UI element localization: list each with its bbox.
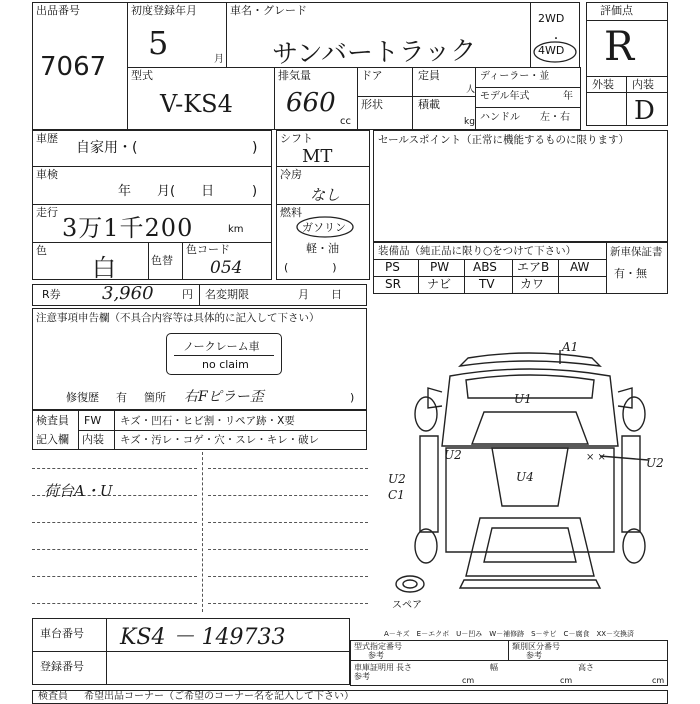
- interior-items: キズ・汚レ・コゲ・穴・スレ・キレ・破レ: [120, 434, 320, 446]
- usage-close: ): [252, 140, 258, 156]
- no-claim-line1: ノークレーム車: [183, 340, 260, 353]
- equip-leather: カワ: [520, 277, 545, 291]
- registration-label: 登録番号: [40, 660, 84, 673]
- fuel-gas: ガソリン: [302, 221, 346, 234]
- capacity-unit: 人: [466, 85, 476, 95]
- equip-abs: ABS: [473, 260, 497, 274]
- grade-value: R: [604, 24, 635, 70]
- shift-label: シフト: [280, 132, 313, 145]
- door-label: ドア: [361, 69, 383, 82]
- chassis-value: KS4 － 149733: [120, 625, 286, 650]
- bottom-note: 希望出品コーナー（ご希望のコーナー名を記入して下さい）: [84, 691, 354, 702]
- fuel-label: 燃料: [280, 206, 302, 219]
- color-code-label: 色コード: [186, 243, 230, 256]
- spare-label: スペア: [392, 600, 422, 611]
- repair-label: 修復歴: [66, 391, 99, 404]
- inspection-close: ): [252, 184, 258, 199]
- capacity-label: 定員: [418, 69, 440, 82]
- color-code-value: 054: [210, 258, 243, 278]
- first-reg-label: 初度登録年月: [131, 4, 197, 17]
- mark-u2-right: U2: [646, 456, 664, 470]
- model-year-label: モデル年式: [480, 91, 530, 102]
- fw-items: キズ・凹石・ヒビ割・リペア跡・X要: [120, 415, 295, 427]
- fuel-paren: ( ): [284, 261, 337, 274]
- repair-value: 有: [116, 391, 127, 404]
- sales-point-box: [373, 130, 668, 242]
- fuel-diesel: 軽・油: [306, 242, 339, 255]
- inspection-label: 車検: [36, 168, 58, 181]
- usage-value: 自家用・(: [76, 140, 138, 156]
- mark-u4: U4: [516, 470, 534, 484]
- cert-label: 車庫証明用参考: [354, 663, 394, 681]
- model-year-unit: 年: [563, 91, 573, 102]
- load-label: 積載: [418, 98, 440, 111]
- displacement-value: 660: [286, 88, 336, 118]
- interior-grade-value: D: [634, 96, 655, 126]
- mileage-label: 走行: [36, 206, 58, 219]
- lot-label: 出品番号: [36, 4, 80, 17]
- warranty-value: 有・無: [614, 267, 647, 280]
- handle-label: ハンドル: [480, 112, 520, 123]
- fw-label: FW: [84, 414, 102, 427]
- height-label: 高さ: [578, 663, 594, 672]
- equipment-label: 装備品（純正品に限り○をつけて下さい）: [378, 245, 577, 257]
- mark-u2-left: U2: [444, 448, 462, 462]
- shift-value: MT: [302, 146, 333, 167]
- color-label: 色: [36, 244, 47, 257]
- no-claim-line2: no claim: [202, 358, 249, 371]
- load-unit: kg: [464, 117, 475, 127]
- displacement-unit: cc: [340, 116, 351, 127]
- type-label: 型式: [131, 69, 153, 82]
- notes-label: 注意事項申告欄（不具合内容等は具体的に記入して下さい）: [36, 312, 320, 324]
- name-change-value: 月 日: [298, 288, 342, 301]
- type-designation-label: 型式指定番号: [354, 642, 402, 651]
- displacement-label: 排気量: [278, 69, 311, 82]
- inspector-label: 検査員: [36, 414, 69, 427]
- repair-part-value: 右Fピラー歪: [184, 389, 264, 405]
- equip-navi: ナビ: [427, 277, 452, 291]
- recycle-value: 3,960: [102, 283, 154, 304]
- recycle-unit: 円: [182, 288, 193, 301]
- model-value: サンバートラック: [271, 36, 477, 70]
- grade-label: 評価点: [600, 4, 633, 17]
- equip-sr: SR: [385, 277, 401, 291]
- interior-row-label: 内装: [82, 433, 104, 446]
- repair-part-label: 箇所: [144, 391, 166, 404]
- mark-a1: A1: [562, 340, 579, 354]
- color-value: 白: [92, 254, 116, 282]
- recycle-label: R券: [42, 288, 61, 301]
- model-label: 車名・グレード: [230, 4, 307, 17]
- height-cm: cm: [652, 676, 665, 685]
- equip-aw: AW: [570, 260, 590, 274]
- first-reg-unit: 月: [214, 54, 224, 65]
- chassis-label: 車台番号: [40, 627, 84, 640]
- mileage-unit: km: [228, 224, 244, 235]
- equip-pw: PW: [430, 260, 450, 274]
- repair-paren: ): [350, 391, 355, 404]
- drive-2wd: 2WD: [538, 12, 565, 25]
- entry-label: 記入欄: [36, 433, 69, 446]
- interior-label: 内装: [632, 78, 654, 91]
- mark-u1: U1: [514, 392, 532, 406]
- width-label: 幅: [490, 663, 498, 672]
- mark-c1: C1: [388, 488, 405, 502]
- inspector-corner: 検査員: [38, 691, 68, 702]
- category-number-ref: 参考: [526, 651, 542, 660]
- drive-4wd-circle: [530, 38, 580, 66]
- dealer-label: ディーラー・並: [480, 71, 550, 82]
- handwritten-note: 荷台A・U: [44, 482, 113, 500]
- equip-ps: PS: [385, 260, 400, 274]
- usage-label: 車歴: [36, 132, 58, 145]
- equip-airbag: エアB: [517, 260, 550, 274]
- mileage-value: 3万1千200: [62, 214, 194, 242]
- category-number-label: 類別区分番号: [512, 642, 560, 651]
- type-value: V-KS4: [160, 90, 233, 118]
- exterior-label: 外装: [592, 78, 614, 91]
- ac-value: なし: [310, 186, 341, 204]
- length-label: 長さ: [396, 663, 412, 672]
- type-designation-ref: 参考: [368, 651, 384, 660]
- mark-xx: × ×: [586, 452, 606, 463]
- drive-4wd: 4WD: [538, 44, 565, 57]
- first-reg-value: 5: [148, 24, 169, 62]
- lot-number: 7067: [40, 52, 107, 82]
- mark-u2-side: U2: [388, 472, 406, 486]
- ac-label: 冷房: [280, 168, 302, 181]
- shape-label: 形状: [361, 98, 383, 111]
- color-change-label: 色替: [151, 254, 173, 267]
- legend-text: A－キズ E－エクボ U－凹み W－補修跡 S－サビ C－腐食 XX－交換済: [384, 630, 635, 638]
- width-cm: cm: [560, 676, 573, 685]
- sales-point-label: セールスポイント（正常に機能するものに限ります）: [378, 134, 630, 146]
- name-change-label: 名変期限: [205, 288, 249, 301]
- warranty-label: 新車保証書: [610, 246, 663, 258]
- equip-tv: TV: [479, 277, 495, 291]
- handle-value: 左・右: [540, 112, 570, 123]
- inspection-value: 年 月( 日: [118, 184, 215, 199]
- drive-dot: ・: [551, 34, 561, 45]
- length-cm: cm: [462, 676, 475, 685]
- fuel-gas-circle: [294, 214, 356, 240]
